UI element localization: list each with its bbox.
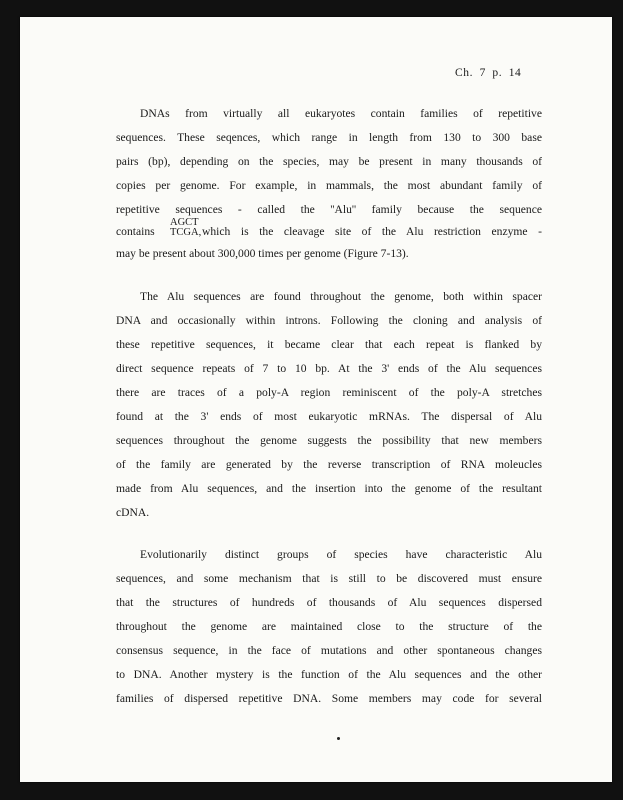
para1-line6-lead: contains	[116, 225, 155, 238]
para1-line4: copies per genome. For example, in mammals, the most abundant family of	[116, 179, 542, 192]
para1-line1: DNAs from virtually all eukaryotes contain families of repetitive	[140, 107, 542, 120]
para1-line5: repetitive sequences - called the ''Alu'' family because the sequence	[116, 203, 542, 216]
para2-line3: these repetitive sequences, it became clear that each repeat is flanked by	[116, 338, 542, 351]
recognition-sequence	[170, 218, 201, 238]
para2-line10: cDNA.	[116, 506, 150, 519]
para3-line6: to DNA. Another mystery is the function of the Alu sequences and the other	[116, 668, 542, 681]
para1-line2: sequences. These seqences, which range in length from 130 to 300 base	[116, 131, 542, 144]
para1-line3: pairs (bp), depending on the species, may be present in many thousands of	[116, 155, 542, 168]
para3-line5: consensus sequence, in the face of mutations and other spontaneous changes	[116, 644, 542, 657]
para2-line6: found at the 3' ends of most eukaryotic mRNAs. The dispersal of Alu	[116, 410, 542, 423]
page-header: Ch. 7 p. 14	[455, 67, 522, 79]
para2-line5: there are traces of a poly-A region reminiscent of the poly-A stretches	[116, 386, 542, 399]
para3-line2: sequences, and some mechanism that is still to be discovered must ensure	[116, 572, 542, 585]
para2-line8: of the family are generated by the reverse transcription of RNA moleucles	[116, 458, 542, 471]
para1-line7: may be present about 300,000 times per genome (Figure 7-13).	[116, 247, 409, 260]
para1-line6	[116, 214, 542, 242]
scan-dot	[337, 737, 340, 740]
para2-line4: direct sequence repeats of 7 to 10 bp. At the 3' ends of the Alu sequences	[116, 362, 542, 375]
para3-line3: that the structures of hundreds of thousands of Alu sequences dispersed	[116, 596, 542, 609]
para2-line2: DNA and occasionally within introns. Following the cloning and analysis of	[116, 314, 542, 327]
recognition-sequence-bottom: TCGA,	[170, 227, 202, 238]
para3-line4: throughout the genome are maintained close to the structure of the	[116, 620, 542, 633]
para3-line1: Evolutionarily distinct groups of species have characteristic Alu	[140, 548, 542, 561]
recognition-sequence-top: AGCT	[170, 217, 199, 228]
para2-line7: sequences throughout the genome suggests the possibility that new members	[116, 434, 542, 447]
para1-line6-tail: which is the cleavage site of the Alu restriction enzyme -	[202, 225, 542, 238]
para2-line1: The Alu sequences are found throughout the genome, both within spacer	[140, 290, 542, 303]
para3-line7: families of dispersed repetitive DNA. Some members may code for several	[116, 692, 542, 705]
para2-line9: made from Alu sequences, and the insertion into the genome of the resultant	[116, 482, 542, 495]
